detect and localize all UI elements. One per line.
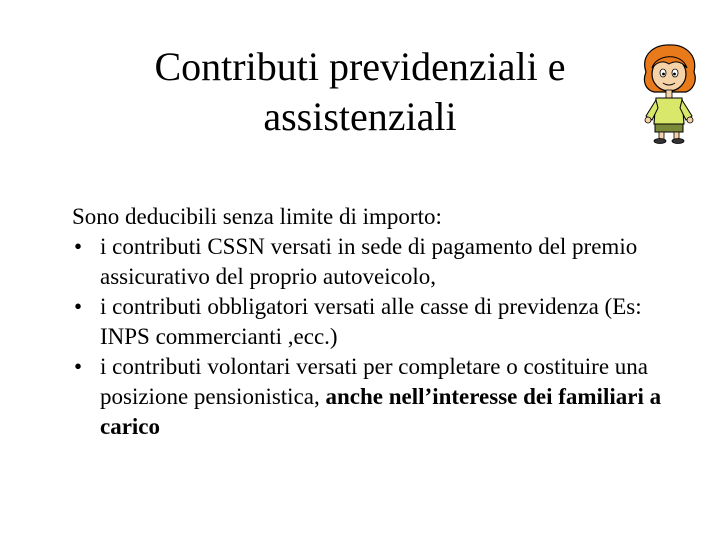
title-line-2: assistenziali [263,94,457,139]
bullet-text: i contributi CSSN versati in sede di pagamento del premio assicurativo del proprio autoveicolo, [100,234,638,289]
bullet-marker: • [74,234,83,259]
cartoon-girl-icon [638,42,700,144]
bullet-list [72,232,692,442]
bullet-bold-text: anche nell’interesse dei familiari a carico [100,384,662,439]
intro-text: Sono deducibili senza limite di importo: [72,204,442,229]
slide-title [100,42,620,142]
title-line-1: Contributi previdenziali e [154,44,566,89]
bullet-text: i contributi obbligatori versati alle casse di previdenza (Es: INPS commercianti ,ecc.) [100,294,642,349]
bullet-marker: • [74,354,83,379]
bullet-item [72,232,692,292]
bullet-item [72,352,692,442]
bullet-item [72,292,692,352]
bullet-marker: • [74,294,83,319]
bullet-text: i contributi volontari versati per completare o costituire una posizione pensionistica, [100,354,648,409]
slide-body [72,202,692,442]
